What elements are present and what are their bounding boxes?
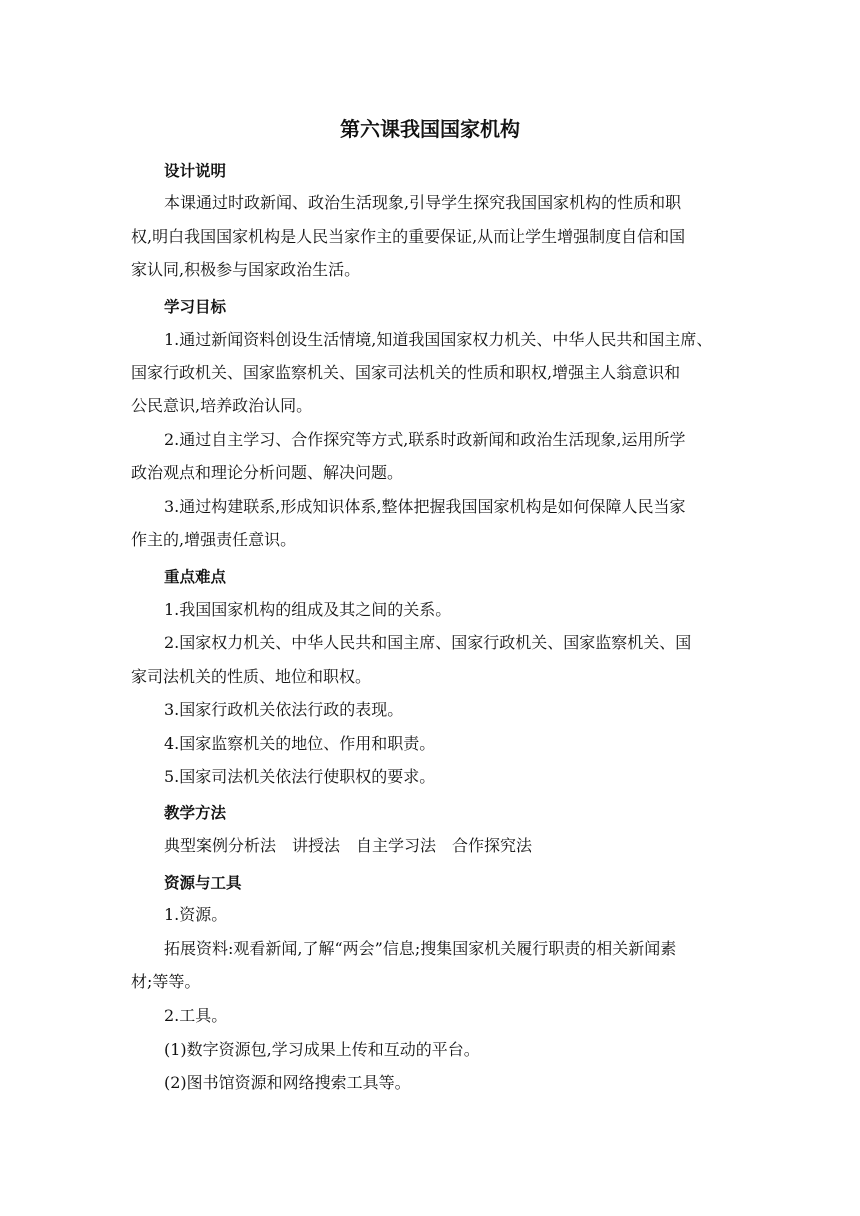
keypoint-line-1: 1.我国国家机构的组成及其之间的关系。 — [164, 600, 452, 619]
resource-line-4: 2.工具。 — [164, 1006, 228, 1025]
resource-line-3: 材;等等。 — [131, 972, 201, 991]
objectives-heading: 学习目标 — [164, 298, 227, 316]
objective-line-6: 3.通过构建联系,形成知识体系,整体把握我国国家机构是如何保障人民当家 — [164, 497, 686, 516]
keypoints-heading: 重点难点 — [164, 568, 227, 586]
objective-line-4: 2.通过自主学习、合作探究等方式,联系时政新闻和政治生活现象,运用所学 — [164, 430, 686, 449]
keypoint-line-6: 5.国家司法机关依法行使职权的要求。 — [164, 767, 436, 786]
methods-list — [164, 834, 532, 858]
keypoint-line-4: 3.国家行政机关依法行政的表现。 — [164, 700, 404, 719]
method-item: 讲授法 — [292, 836, 341, 855]
design-heading: 设计说明 — [164, 162, 227, 180]
resource-line-5: (1)数字资源包,学习成果上传和互动的平台。 — [164, 1040, 480, 1059]
objective-line-5: 政治观点和理论分析问题、解决问题。 — [131, 463, 404, 482]
keypoint-line-2: 2.国家权力机关、中华人民共和国主席、国家行政机关、国家监察机关、国 — [164, 633, 692, 652]
resources-heading: 资源与工具 — [164, 874, 242, 892]
objective-line-3: 公民意识,培养政治认同。 — [131, 396, 313, 415]
objective-line-7: 作主的,增强责任意识。 — [131, 530, 297, 549]
lesson-title: 第六课我国国家机构 — [340, 117, 520, 141]
methods-heading: 教学方法 — [164, 804, 227, 822]
keypoint-line-5: 4.国家监察机关的地位、作用和职责。 — [164, 734, 436, 753]
method-item: 典型案例分析法 — [164, 836, 277, 855]
objective-line-2: 国家行政机关、国家监察机关、国家司法机关的性质和职权,增强主人翁意识和 — [131, 363, 681, 382]
design-line-3: 家认同,积极参与国家政治生活。 — [131, 260, 361, 279]
method-item: 自主学习法 — [356, 836, 437, 855]
resource-line-6: (2)图书馆资源和网络搜索工具等。 — [164, 1073, 411, 1092]
objective-line-1: 1.通过新闻资料创设生活情境,知道我国国家权力机关、中华人民共和国主席、 — [164, 330, 713, 349]
design-line-1: 本课通过时政新闻、政治生活现象,引导学生探究我国国家机构的性质和职 — [164, 193, 682, 212]
resource-line-2: 拓展资料:观看新闻,了解“两会”信息;搜集国家机关履行职责的相关新闻素 — [164, 939, 677, 958]
method-item: 合作探究法 — [452, 836, 533, 855]
resource-line-1: 1.资源。 — [164, 905, 228, 924]
design-line-2: 权,明白我国国家机构是人民当家作主的重要保证,从而让学生增强制度自信和国 — [131, 227, 686, 246]
keypoint-line-3: 家司法机关的性质、地位和职权。 — [131, 667, 372, 686]
